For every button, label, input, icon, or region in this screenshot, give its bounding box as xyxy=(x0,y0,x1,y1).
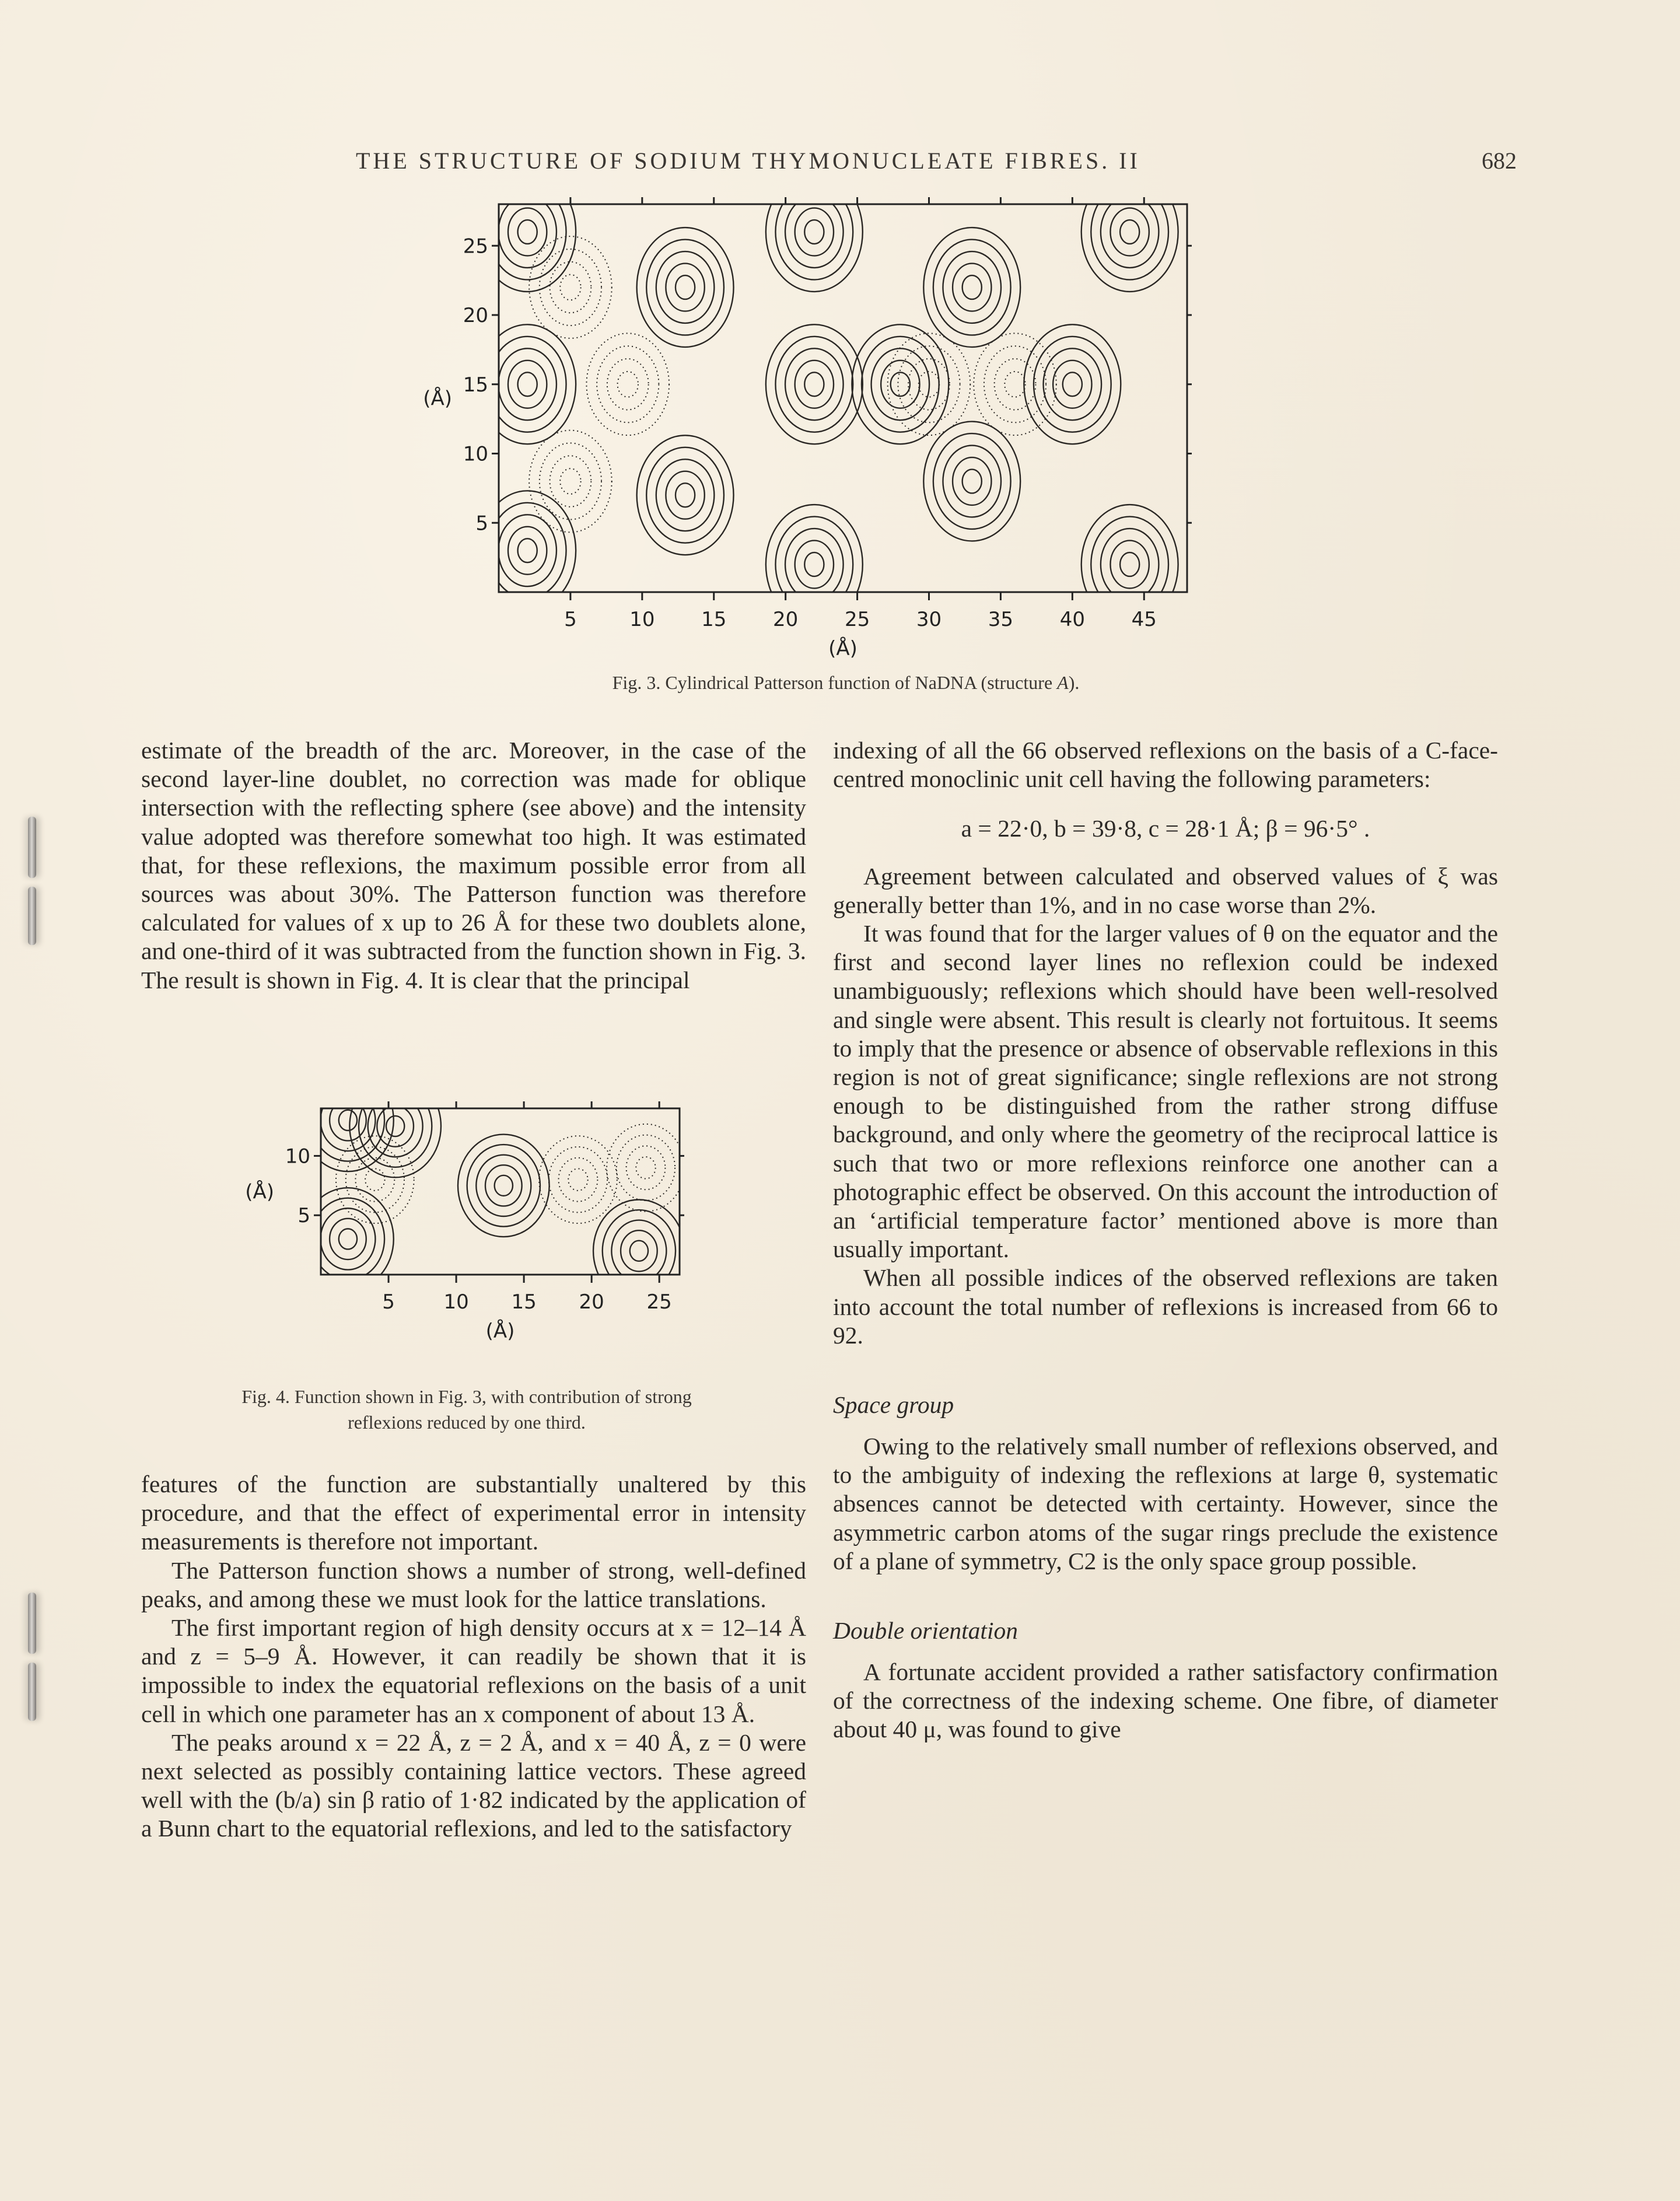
binder-clip-lower-a xyxy=(28,1593,36,1654)
solid-contour xyxy=(953,264,991,312)
x-tick-label: 15 xyxy=(701,608,727,631)
solid-contour xyxy=(339,1229,357,1249)
dotted-contour xyxy=(529,431,612,533)
solid-contour xyxy=(785,196,844,268)
x-axis-label: (Å) xyxy=(828,637,858,660)
binder-clip-upper-b xyxy=(28,887,36,945)
solid-contour xyxy=(646,240,724,335)
dotted-contour xyxy=(539,1136,617,1223)
fig3-contour-plot xyxy=(423,193,1202,660)
solid-contour xyxy=(518,220,537,244)
negative-peak-contours xyxy=(586,333,669,435)
paragraph: Agreement between calculated and observed values of ξ was generally better than 1%, and in no case worse than 2%. xyxy=(833,862,1498,918)
dotted-contour xyxy=(560,468,580,494)
figure-4 xyxy=(245,1097,723,1353)
fig4-contour-plot xyxy=(245,1097,723,1353)
positive-peak-contours xyxy=(1082,505,1178,624)
dotted-contour xyxy=(607,1124,685,1212)
fig3-caption xyxy=(350,670,1342,695)
solid-contour xyxy=(1063,372,1082,396)
x-tick-label: 5 xyxy=(564,608,577,631)
x-tick-label: 45 xyxy=(1131,608,1157,631)
positive-peak-contours xyxy=(923,228,1020,347)
solid-contour xyxy=(368,1096,423,1157)
solid-contour xyxy=(359,1085,432,1167)
y-tick-label: 5 xyxy=(298,1204,310,1228)
solid-contour xyxy=(766,324,863,444)
binder-clip-lower-b xyxy=(28,1663,36,1721)
paragraph: The peaks around x = 22 Å, z = 2 Å, and x = 40 Å, z = 0 were next selected as possibly containing lattice vectors. These agreed well with the (b/a) sin β ratio of 1·82 indicated by the application of a Bunn chart to the equatorial reflexions, and led to the satisfactory xyxy=(141,1728,806,1842)
solid-contour xyxy=(603,1210,676,1292)
solid-contour xyxy=(508,361,547,408)
x-tick-label: 35 xyxy=(988,608,1014,631)
positive-peak-contours xyxy=(637,435,734,555)
positive-peak-contours xyxy=(852,324,949,444)
solid-contour xyxy=(320,1208,375,1269)
dotted-contour xyxy=(550,456,592,506)
paragraph: A fortunate accident provided a rather satisfactory confirmation of the correctness of the indexing scheme. One fibre, of diameter about 40 μ, was found to give xyxy=(833,1658,1498,1743)
solid-contour xyxy=(852,324,949,444)
solid-contour xyxy=(1044,348,1102,420)
paragraph: Owing to the relatively small number of reflexions observed, and to the ambiguity of indexing the reflexions at large θ, systematic absences cannot be detected with certainty. However, since the asymmetric carbon atoms of the sugar rings preclude the existence of a plane of symmetry, C2 is the only space group possible. xyxy=(833,1433,1498,1574)
solid-contour xyxy=(489,184,566,280)
dotted-contour xyxy=(549,1147,607,1212)
x-tick-label: 10 xyxy=(443,1290,469,1314)
solid-contour xyxy=(1101,196,1159,268)
solid-contour xyxy=(943,446,1001,517)
fig3-caption-prefix: Fig. 3. xyxy=(612,672,661,693)
fig4-caption xyxy=(117,1384,817,1435)
solid-contour xyxy=(621,1230,657,1271)
y-tick-label: 25 xyxy=(463,235,488,258)
contour-layer xyxy=(479,172,1178,624)
y-axis-label: (Å) xyxy=(423,387,452,411)
solid-contour xyxy=(467,1145,540,1226)
section-heading-space-group: Space group xyxy=(833,1391,954,1419)
solid-contour xyxy=(785,348,844,420)
solid-contour xyxy=(676,483,695,507)
dotted-contour xyxy=(559,1158,598,1202)
paragraph: estimate of the breadth of the arc. Moreover, in the case of the second layer-line doublet, no correction was made for oblique intersection with the reflecting sphere (see above) and the intensity value adopted was therefore somewhat too high. It was estimated that, for these reflexions, the maximum possible error from all sources was about 30%. The Patterson function was therefore calculated for values of x up to 26 Å for these two doublets alone, and one-third of it was subtracted from the function shown in Fig. 3. The result is shown in Fig. 4. It is clear that the principal xyxy=(141,737,806,993)
solid-contour xyxy=(646,447,724,543)
solid-contour xyxy=(1082,505,1178,624)
solid-contour xyxy=(943,251,1001,323)
solid-contour xyxy=(330,1100,366,1140)
solid-contour xyxy=(656,459,715,531)
solid-contour xyxy=(386,1116,404,1136)
positive-peak-contours xyxy=(923,422,1020,541)
solid-contour xyxy=(630,1241,648,1261)
solid-contour xyxy=(933,240,1011,335)
paragraph: The first important region of high density occurs at x = 12–14 Å and z = 5–9 Å. However, it can readily be shown that it is impossible to index the equatorial reflexions on the basis of a unit cell in which one parameter has an x component of about 13 Å. xyxy=(141,1614,806,1727)
plot-frame xyxy=(321,1108,680,1275)
solid-contour xyxy=(775,337,853,432)
solid-contour xyxy=(804,220,824,244)
figure-3 xyxy=(423,193,1202,660)
solid-contour xyxy=(1091,184,1168,280)
solid-contour xyxy=(785,529,844,600)
negative-peak-contours xyxy=(336,1136,414,1223)
solid-contour xyxy=(775,184,853,280)
solid-contour xyxy=(676,275,695,299)
negative-peak-contours xyxy=(607,1124,685,1212)
positive-peak-contours xyxy=(1024,324,1121,444)
right-column xyxy=(833,736,1498,1744)
dotted-contour xyxy=(540,443,601,519)
solid-contour xyxy=(637,228,734,347)
solid-contour xyxy=(862,337,939,432)
solid-contour xyxy=(1034,337,1111,432)
solid-contour xyxy=(611,1220,666,1282)
solid-contour xyxy=(637,435,734,555)
dotted-contour xyxy=(607,359,649,410)
dotted-contour xyxy=(626,1146,666,1189)
solid-contour xyxy=(508,527,547,575)
dotted-contour xyxy=(355,1158,394,1202)
solid-contour xyxy=(495,1175,513,1196)
solid-contour xyxy=(1024,324,1121,444)
dotted-contour xyxy=(1005,372,1025,397)
solid-contour xyxy=(489,337,566,432)
y-axis-label: (Å) xyxy=(245,1180,274,1204)
y-tick-label: 5 xyxy=(475,512,488,536)
x-tick-label: 30 xyxy=(916,608,942,631)
dotted-contour xyxy=(995,359,1036,410)
solid-contour xyxy=(1053,361,1091,408)
solid-contour xyxy=(804,552,824,576)
solid-contour xyxy=(923,228,1020,347)
y-tick-label: 10 xyxy=(285,1145,310,1168)
solid-contour xyxy=(485,1165,522,1206)
fig3-caption-suffix: ). xyxy=(1068,672,1080,693)
solid-contour xyxy=(1101,529,1159,600)
running-title: THE STRUCTURE OF SODIUM THYMONUCLEATE FIBRES. II xyxy=(356,148,1140,174)
dotted-contour xyxy=(529,236,612,338)
positive-peak-contours xyxy=(766,505,863,624)
solid-contour xyxy=(1091,517,1168,613)
solid-contour xyxy=(339,1110,357,1131)
paragraph: When all possible indices of the observed reflexions are taken into account the total number of reflexions is increased from 66 to 92. xyxy=(833,1264,1498,1349)
solid-contour xyxy=(1120,552,1139,576)
solid-contour xyxy=(498,348,556,420)
dotted-contour xyxy=(550,262,592,313)
negative-peak-contours xyxy=(529,431,612,533)
solid-contour xyxy=(963,275,982,299)
solid-contour xyxy=(795,208,834,256)
solid-contour xyxy=(377,1105,414,1146)
solid-contour xyxy=(1110,541,1149,589)
x-tick-label: 20 xyxy=(579,1290,604,1314)
solid-contour xyxy=(656,251,715,323)
contour-layer xyxy=(302,1069,685,1303)
dotted-contour xyxy=(618,372,638,397)
fig4-caption-line-1: Fig. 4. Function shown in Fig. 3, with contribution of strong xyxy=(242,1386,692,1407)
solid-contour xyxy=(593,1199,685,1302)
fig3-caption-text: Cylindrical Patterson function of NaDNA (structure xyxy=(665,672,1058,693)
x-tick-label: 15 xyxy=(511,1290,537,1314)
y-tick-label: 10 xyxy=(463,442,488,466)
solid-contour xyxy=(518,538,537,562)
x-tick-label: 40 xyxy=(1059,608,1085,631)
positive-peak-contours xyxy=(637,228,734,347)
solid-contour xyxy=(1120,220,1139,244)
solid-contour xyxy=(775,517,853,613)
fig3-caption-italic: A xyxy=(1057,672,1069,693)
left-column-top xyxy=(141,736,806,995)
solid-contour xyxy=(795,361,834,408)
x-tick-label: 20 xyxy=(773,608,799,631)
negative-peak-contours xyxy=(539,1136,617,1223)
solid-contour xyxy=(804,372,824,396)
paragraph: The Patterson function shows a number of strong, well-defined peaks, and among these we must look for the lattice translations. xyxy=(141,1556,806,1612)
solid-contour xyxy=(891,372,910,396)
solid-contour xyxy=(666,471,704,519)
dotted-contour xyxy=(560,275,580,300)
x-tick-label: 25 xyxy=(646,1290,672,1314)
solid-contour xyxy=(872,348,930,420)
solid-contour xyxy=(330,1219,366,1259)
positive-peak-contours xyxy=(593,1199,685,1302)
solid-contour xyxy=(489,503,566,599)
plot-frame xyxy=(499,204,1187,592)
solid-contour xyxy=(476,1155,531,1216)
solid-contour xyxy=(498,515,556,586)
solid-contour xyxy=(320,1090,375,1151)
solid-contour xyxy=(923,422,1020,541)
negative-peak-contours xyxy=(529,236,612,338)
paragraph: It was found that for the larger values of θ on the equator and the first and second layer lines no reflexion could be indexed unambiguously; reflexions which should have been well-resolved and single were absent. This result is clearly not fortuitous. It seems to imply that the presence or absence of observable reflexions in this region is not of great significance; single reflexions are not strong enough to be distinguished from the rather strong diffuse background, and only where the geometry of the reciprocal lattice is such that two or more reflexions reinforce one another can a photographic effect be observed. On this account the introduction of an ‘artificial temperature factor’ mentioned above is more than usually important. xyxy=(833,920,1498,1263)
x-tick-label: 25 xyxy=(844,608,870,631)
y-tick-label: 20 xyxy=(463,304,488,327)
left-column-bottom xyxy=(141,1470,806,1843)
dotted-contour xyxy=(568,1168,587,1190)
section-heading-double-orientation: Double orientation xyxy=(833,1617,1018,1644)
solid-contour xyxy=(518,372,537,396)
dotted-contour xyxy=(586,333,669,435)
solid-contour xyxy=(1110,208,1149,256)
unit-cell-equation: a = 22·0, b = 39·8, c = 28·1 Å; β = 96·5° . xyxy=(961,815,1370,842)
solid-contour xyxy=(666,264,704,312)
solid-contour xyxy=(498,196,556,268)
binder-clip-upper-a xyxy=(28,817,36,878)
y-tick-label: 15 xyxy=(463,373,488,397)
fig4-caption-line-2: reflexions reduced by one third. xyxy=(348,1412,586,1433)
paragraph: features of the function are substantially unaltered by this procedure, and that the effect of experimental error in intensity measurements is therefore not important. xyxy=(141,1471,806,1555)
x-axis-label: (Å) xyxy=(485,1320,515,1343)
solid-contour xyxy=(766,505,863,624)
solid-contour xyxy=(963,470,982,494)
dotted-contour xyxy=(984,346,1046,422)
page-number: 682 xyxy=(1482,148,1517,174)
dotted-contour xyxy=(336,1136,414,1223)
dotted-contour xyxy=(597,346,659,422)
solid-contour xyxy=(795,541,834,589)
solid-contour xyxy=(933,433,1011,529)
paragraph: indexing of all the 66 observed reflexions on the basis of a C-face-centred monoclinic unit cell having the following parameters: xyxy=(833,737,1498,793)
solid-contour xyxy=(458,1135,550,1237)
dotted-contour xyxy=(636,1157,655,1178)
x-tick-label: 10 xyxy=(629,608,655,631)
positive-peak-contours xyxy=(458,1135,550,1237)
solid-contour xyxy=(953,457,991,505)
dotted-contour xyxy=(617,1135,675,1201)
solid-contour xyxy=(508,208,547,256)
positive-peak-contours xyxy=(766,324,863,444)
solid-contour xyxy=(312,1198,384,1280)
x-tick-label: 5 xyxy=(382,1290,395,1314)
